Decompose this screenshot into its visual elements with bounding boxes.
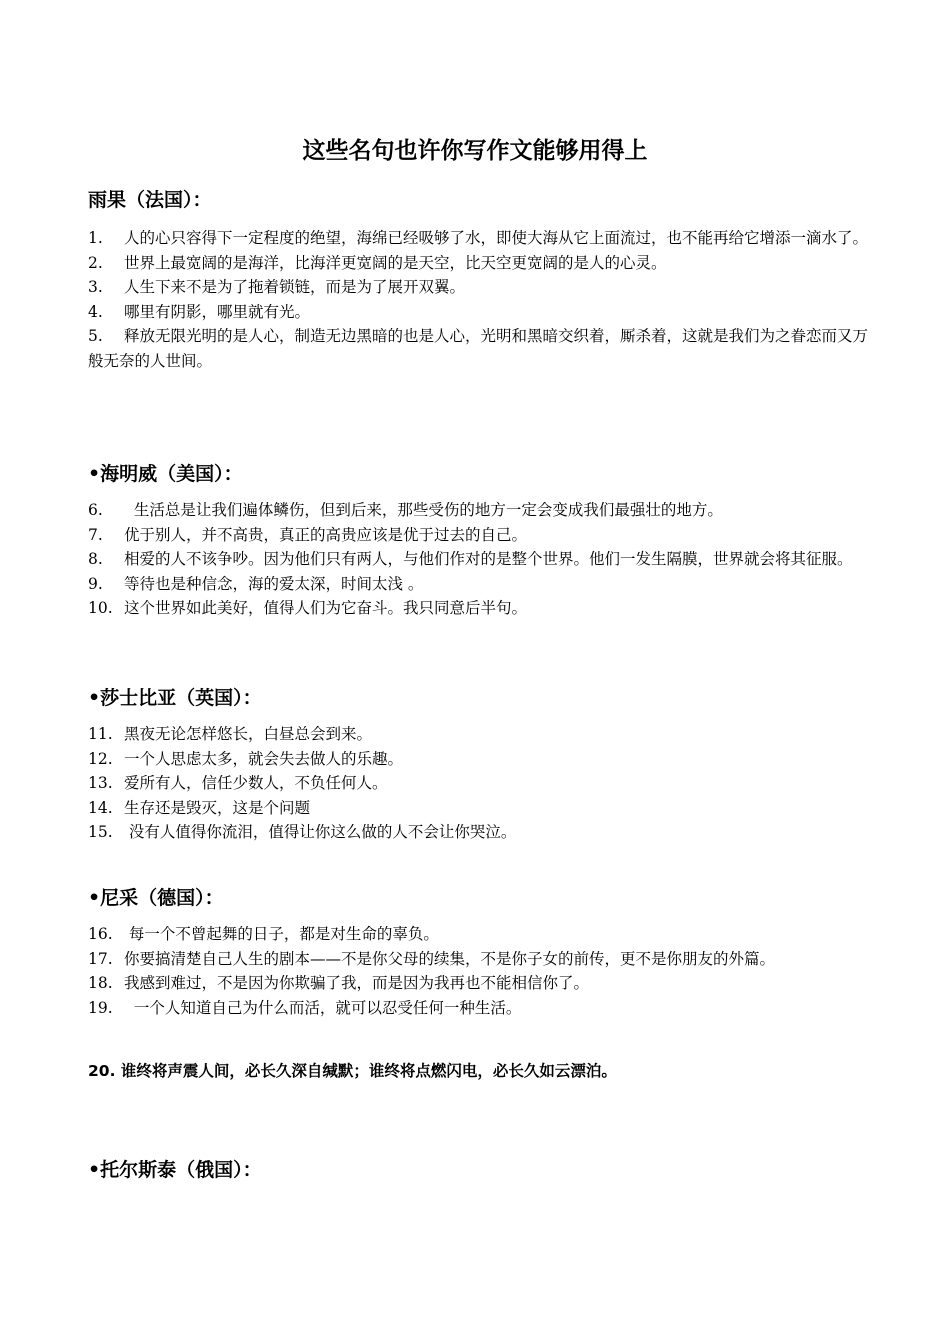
quote-number: 4. bbox=[88, 302, 103, 321]
quote-text: 生存还是毁灭，这是个问题 bbox=[124, 798, 311, 817]
quote-text: 等待也是种信念，海的爱太深，时间太浅 。 bbox=[124, 574, 424, 593]
quote-list-hugo bbox=[88, 226, 868, 373]
quote-number: 12. bbox=[88, 749, 113, 768]
quote-text: 没有人值得你流泪，值得让你这么做的人不会让你哭泣。 bbox=[124, 823, 517, 841]
quote-text: 这个世界如此美好，值得人们为它奋斗。我只同意后半句。 bbox=[124, 599, 528, 617]
quote-number: 11. bbox=[88, 725, 113, 743]
quote-item bbox=[88, 572, 868, 597]
quote-number: 17. bbox=[88, 949, 113, 968]
quote-item bbox=[88, 971, 868, 996]
quote-item bbox=[88, 226, 868, 251]
quote-item bbox=[88, 820, 868, 845]
section-heading-shakespeare: •莎士比亚（英国）： bbox=[88, 687, 262, 709]
quote-item-highlighted: 20. 谁终将声震人间，必长久深自缄默；谁终将点燃闪电，必长久如云漂泊。 bbox=[88, 1062, 617, 1080]
quote-text: 优于别人，并不高贵，真正的高贵应该是优于过去的自己。 bbox=[124, 525, 528, 544]
quote-text: 黑夜无论怎样悠长，白昼总会到来。 bbox=[124, 725, 373, 743]
quote-number: 3. bbox=[88, 278, 103, 296]
quote-item bbox=[88, 922, 868, 947]
quote-item bbox=[88, 300, 868, 325]
quote-list-shakespeare bbox=[88, 722, 868, 845]
quote-item bbox=[88, 747, 868, 772]
quote-item bbox=[88, 596, 868, 621]
page-title: 这些名句也许你写作文能够用得上 bbox=[302, 138, 648, 164]
quote-item bbox=[88, 947, 868, 972]
quote-list-nietzsche bbox=[88, 922, 868, 1020]
quote-number: 19. bbox=[88, 998, 113, 1017]
quote-number: 18. bbox=[88, 974, 113, 992]
quote-text: 每一个不曾起舞的日子，都是对生命的辜负。 bbox=[124, 925, 439, 943]
quote-text: 生活总是让我们遍体鳞伤，但到后来，那些受伤的地方一定会变成我们最强壮的地方。 bbox=[124, 501, 723, 519]
quote-text: 人生下来不是为了拖着锁链，而是为了展开双翼。 bbox=[124, 278, 466, 296]
quote-item bbox=[88, 996, 868, 1021]
quote-item bbox=[88, 324, 868, 373]
quote-list-hemingway bbox=[88, 498, 868, 621]
quote-text: 一个人知道自己为什么而活，就可以忍受任何一种生活。 bbox=[124, 998, 522, 1017]
quote-text: 人的心只容得下一定程度的绝望，海绵已经吸够了水，即使大海从它上面流过，也不能再给它增添一滴水了。 bbox=[124, 229, 869, 247]
quote-item bbox=[88, 275, 868, 300]
section-heading-nietzsche: •尼采（德国）： bbox=[88, 887, 224, 909]
quote-number: 5. bbox=[88, 327, 103, 345]
quote-item bbox=[88, 796, 868, 821]
quote-text: 你要搞清楚自己人生的剧本——不是你父母的续集，不是你子女的前传，更不是你朋友的外篇。 bbox=[124, 949, 776, 968]
quote-number: 13. bbox=[88, 774, 113, 792]
quote-text: 世界上最宽阔的是海洋，比海洋更宽阔的是天空，比天空更宽阔的是人的心灵。 bbox=[124, 253, 667, 272]
quote-item bbox=[88, 722, 868, 747]
quote-number: 7. bbox=[88, 525, 103, 544]
quote-number: 14. bbox=[88, 798, 113, 817]
quote-number: 1. bbox=[88, 229, 103, 247]
section-heading-hugo: 雨果（法国）： bbox=[88, 189, 212, 211]
quote-text: 相爱的人不该争吵。因为他们只有两人，与他们作对的是整个世界。他们一发生隔膜，世界就会将其征服。 bbox=[124, 550, 853, 568]
quote-text: 释放无限光明的是人心，制造无边黑暗的也是人心，光明和黑暗交织着，厮杀着，这就是我们为之眷恋而又万般无奈的人世间。 bbox=[88, 327, 869, 370]
quote-number: 16. bbox=[88, 925, 113, 943]
quote-item bbox=[88, 547, 868, 572]
section-heading-tolstoy: •托尔斯泰（俄国）： bbox=[88, 1159, 262, 1181]
quote-text: 一个人思虑太多，就会失去做人的乐趣。 bbox=[124, 749, 404, 768]
quote-number: 2. bbox=[88, 253, 103, 272]
quote-item bbox=[88, 523, 868, 548]
quote-item bbox=[88, 251, 868, 276]
quote-item bbox=[88, 771, 868, 796]
quote-text: 我感到难过，不是因为你欺骗了我，而是因为我再也不能相信你了。 bbox=[124, 974, 590, 992]
quote-number: 8. bbox=[88, 550, 103, 568]
quote-number: 15. bbox=[88, 823, 113, 841]
quote-number: 9. bbox=[88, 574, 103, 593]
quote-text: 爱所有人，信任少数人，不负任何人。 bbox=[124, 774, 388, 792]
quote-text: 哪里有阴影，哪里就有光。 bbox=[124, 302, 311, 321]
quote-number: 6. bbox=[88, 501, 103, 519]
section-heading-hemingway: •海明威（美国）： bbox=[88, 463, 243, 485]
quote-item bbox=[88, 498, 868, 523]
quote-number: 10. bbox=[88, 599, 113, 617]
